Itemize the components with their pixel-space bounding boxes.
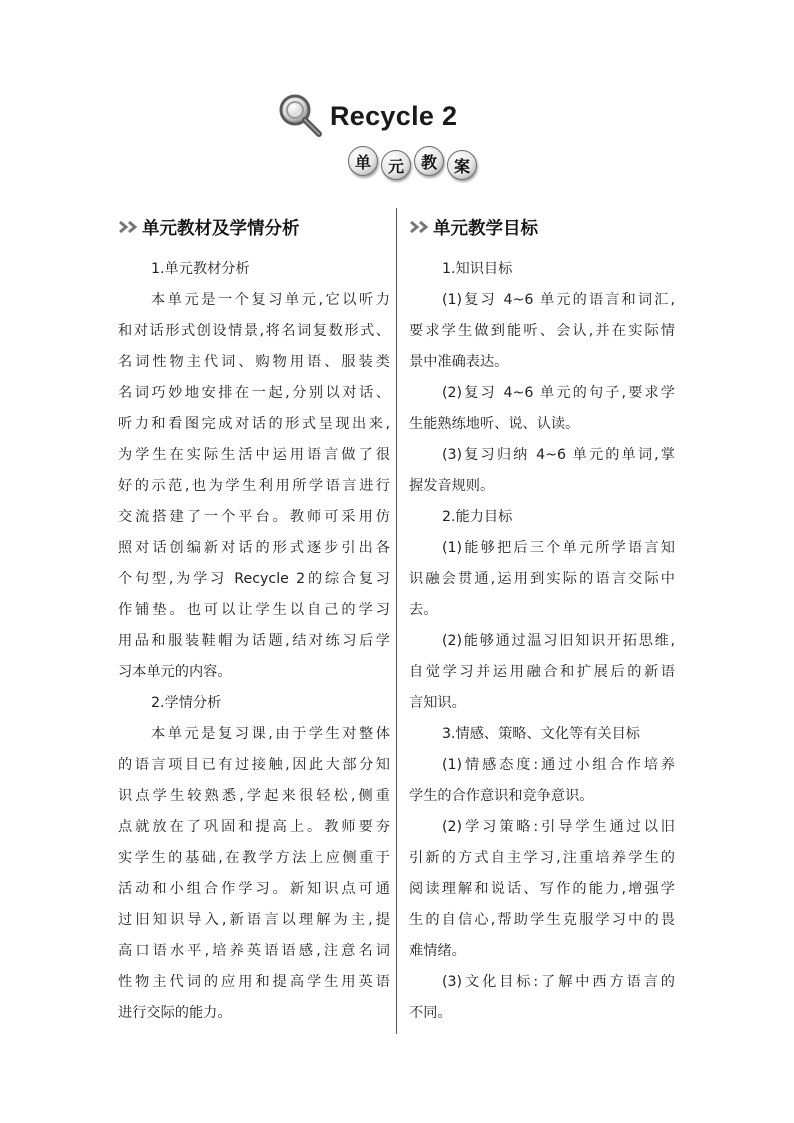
section-heading-analysis <box>118 212 390 242</box>
text-line: 识融会贯通,运用到实际的语言交际中 <box>409 571 675 587</box>
text-line: 难情绪。 <box>409 943 466 959</box>
badge-1: 单 <box>348 146 378 176</box>
section-heading-text: 单元教学目标 <box>433 218 538 239</box>
text-line: 习本单元的内容。 <box>118 664 232 680</box>
unit-plan-badges <box>348 146 480 180</box>
text-line: (2)能够通过温习旧知识开拓思维, <box>442 633 675 649</box>
text-line: (3)文化目标:了解中西方语言的 <box>442 974 675 990</box>
text-line: 为学生在实际生活中运用语言做了很 <box>118 447 390 463</box>
text-line: 言知识。 <box>409 695 466 711</box>
text-line: (1)能够把后三个单元所学语言知 <box>442 540 675 556</box>
magnifier-icon <box>278 93 324 139</box>
text-line: 要求学生做到能听、会认,并在实际情 <box>409 323 675 339</box>
text-line: 用品和服装鞋帽为话题,结对练习后学 <box>118 633 390 649</box>
badge-2: 元 <box>381 150 411 180</box>
text-line: 进行交际的能力。 <box>118 1005 232 1021</box>
text-line: 作铺垫。也可以让学生以自己的学习 <box>118 602 390 618</box>
text-line: 1.知识目标 <box>442 261 513 277</box>
left-body <box>118 254 390 1029</box>
text-line: 1.单元教材分析 <box>151 261 250 277</box>
text-line: 好的示范,也为学生利用所学语言进行 <box>118 478 390 494</box>
page-header <box>0 88 794 198</box>
text-line: 名词性物主代词、购物用语、服装类 <box>118 354 390 370</box>
text-line: 点就放在了巩固和提高上。教师要夯 <box>118 819 390 835</box>
column-divider <box>396 208 397 1034</box>
text-line: 2.学情分析 <box>151 695 222 711</box>
text-line: 活动和小组合作学习。新知识点可通 <box>118 881 390 897</box>
title-row <box>278 94 457 138</box>
text-line: 生能熟练地听、说、认读。 <box>409 416 580 432</box>
text-line: 听力和看图完成对话的形式呈现出来, <box>118 416 390 432</box>
section-heading-objectives <box>409 212 675 242</box>
right-body <box>409 254 675 1029</box>
page-title: Recycle 2 <box>330 100 458 131</box>
text-line: (2)复习 4~6 单元的句子,要求学 <box>442 385 675 401</box>
right-column <box>409 212 675 1029</box>
text-line: 高口语水平,培养英语语感,注意名词 <box>118 943 390 959</box>
text-line: 识点学生较熟悉,学起来很轻松,侧重 <box>118 788 390 804</box>
text-line: 握发音规则。 <box>409 478 495 494</box>
text-line: 过旧知识导入,新语言以理解为主,提 <box>118 912 390 928</box>
text-line: (3)复习归纳 4~6 单元的单词,掌 <box>442 447 675 463</box>
left-column <box>118 212 390 1029</box>
text-line: 本单元是复习课,由于学生对整体 <box>151 726 390 742</box>
text-line: 照对话创编新对话的形式逐步引出各 <box>118 540 390 556</box>
double-chevron-icon <box>118 220 140 234</box>
text-line: 个句型,为学习 Recycle 2的综合复习 <box>118 571 390 587</box>
text-line: 的语言项目已有过接触,因此大部分知 <box>118 757 390 773</box>
text-line: 引新的方式自主学习,注重培养学生的 <box>409 850 675 866</box>
text-line: 不同。 <box>409 1005 452 1021</box>
text-line: 和对话形式创设情景,将名词复数形式、 <box>118 323 390 339</box>
text-line: (1)情感态度:通过小组合作培养 <box>442 757 675 773</box>
section-heading-text: 单元教材及学情分析 <box>142 218 300 239</box>
text-line: 阅读理解和说话、写作的能力,增强学 <box>409 881 675 897</box>
text-line: (2)学习策略:引导学生通过以旧 <box>442 819 675 835</box>
text-line: 学生的合作意识和竞争意识。 <box>409 788 594 804</box>
text-line: 3.情感、策略、文化等有关目标 <box>442 726 640 742</box>
double-chevron-icon <box>409 220 431 234</box>
text-line: (1)复习 4~6 单元的语言和词汇, <box>442 292 675 308</box>
text-line: 2.能力目标 <box>442 509 513 525</box>
badge-3: 教 <box>414 146 444 176</box>
text-line: 交流搭建了一个平台。教师可采用仿 <box>118 509 390 525</box>
text-line: 性物主代词的应用和提高学生用英语 <box>118 974 390 990</box>
text-line: 生的自信心,帮助学生克服学习中的畏 <box>409 912 675 928</box>
text-line: 去。 <box>409 602 438 618</box>
text-line: 景中准确表达。 <box>409 354 509 370</box>
text-line: 名词巧妙地安排在一起,分别以对话、 <box>118 385 390 401</box>
text-line: 自觉学习并运用融合和扩展后的新语 <box>409 664 675 680</box>
text-line: 本单元是一个复习单元,它以听力 <box>151 292 390 308</box>
text-line: 实学生的基础,在教学方法上应侧重于 <box>118 850 390 866</box>
badge-4: 案 <box>447 150 477 180</box>
